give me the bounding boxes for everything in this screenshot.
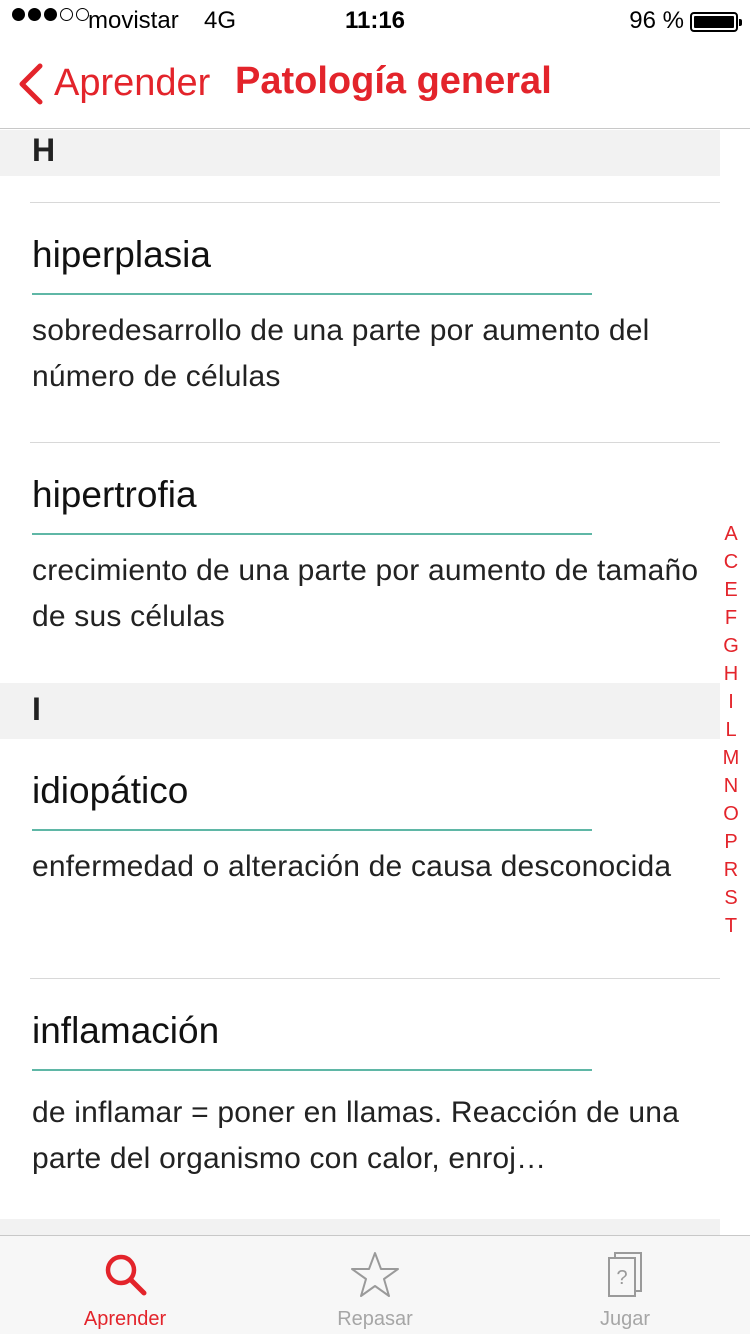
section-header-next bbox=[0, 1219, 720, 1235]
carrier-name: movistar bbox=[88, 7, 179, 34]
battery-icon bbox=[690, 12, 738, 32]
search-icon bbox=[100, 1250, 150, 1300]
index-letter[interactable]: A bbox=[724, 523, 738, 545]
index-letter[interactable]: C bbox=[723, 551, 739, 573]
index-letter[interactable]: E bbox=[724, 579, 738, 601]
section-index[interactable] bbox=[718, 520, 744, 940]
index-letter[interactable]: M bbox=[722, 747, 740, 769]
star-icon bbox=[350, 1250, 400, 1300]
term-title: hiperplasia bbox=[32, 234, 211, 275]
index-letter[interactable]: G bbox=[723, 635, 739, 657]
tab-jugar[interactable] bbox=[500, 1236, 750, 1334]
term-definition: sobredesarrollo de una parte por aumento del número de células bbox=[32, 314, 650, 393]
chevron-left-icon[interactable] bbox=[16, 62, 46, 106]
term-title: inflamación bbox=[32, 1010, 220, 1051]
row-separator bbox=[30, 978, 720, 979]
index-letter[interactable]: P bbox=[724, 831, 738, 853]
term-underline bbox=[32, 1069, 592, 1071]
index-letter[interactable]: H bbox=[723, 663, 739, 685]
index-letter[interactable]: O bbox=[723, 803, 739, 825]
index-letter[interactable]: R bbox=[723, 859, 739, 881]
tab-label: Jugar bbox=[599, 1308, 651, 1330]
section-header-i bbox=[0, 683, 720, 739]
index-letter[interactable]: F bbox=[724, 607, 738, 629]
navigation-bar bbox=[0, 40, 750, 129]
section-letter: I bbox=[32, 691, 41, 727]
back-button[interactable]: Aprender bbox=[54, 62, 211, 104]
battery-percent: 96 % bbox=[629, 7, 684, 34]
term-underline bbox=[32, 293, 592, 295]
tab-repasar[interactable] bbox=[250, 1236, 500, 1334]
status-bar bbox=[0, 0, 750, 40]
term-underline bbox=[32, 533, 592, 535]
term-definition: enfermedad o alteración de causa desconocida bbox=[32, 850, 672, 883]
tab-bar bbox=[0, 1235, 750, 1334]
status-time: 11:16 bbox=[344, 7, 406, 34]
term-title: hipertrofia bbox=[32, 474, 197, 515]
index-letter[interactable]: I bbox=[728, 691, 734, 713]
index-letter[interactable]: T bbox=[724, 915, 738, 937]
term-underline bbox=[32, 829, 592, 831]
index-letter[interactable]: N bbox=[723, 775, 739, 797]
row-separator bbox=[30, 442, 720, 443]
page-title: Patología general bbox=[235, 60, 552, 102]
term-definition: crecimiento de una parte por aumento de tamaño de sus células bbox=[32, 554, 699, 633]
tab-label: Repasar bbox=[337, 1308, 413, 1330]
index-letter[interactable]: S bbox=[724, 887, 738, 909]
row-separator bbox=[30, 202, 720, 203]
tab-label: Aprender bbox=[83, 1308, 167, 1330]
index-letter[interactable]: L bbox=[725, 719, 737, 741]
term-title: idiopático bbox=[32, 770, 189, 811]
question-card-icon bbox=[600, 1250, 650, 1300]
tab-aprender[interactable] bbox=[0, 1236, 250, 1334]
network-type: 4G bbox=[204, 7, 237, 34]
section-letter: H bbox=[32, 132, 56, 168]
glossary-list[interactable] bbox=[0, 130, 750, 1235]
section-header-h bbox=[0, 130, 720, 176]
svg-text:?: ? bbox=[616, 1267, 628, 1289]
term-definition: de inflamar = poner en llamas. Reacción de una parte del organismo con calor, enroj… bbox=[32, 1096, 680, 1175]
